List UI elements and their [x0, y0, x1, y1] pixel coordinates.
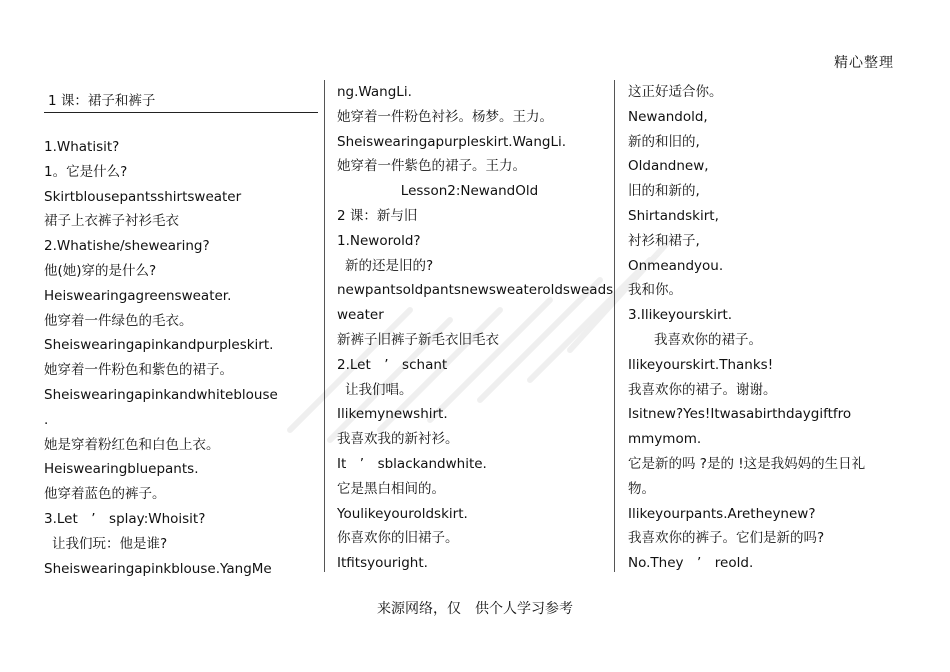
text-line: Onmeandyou. — [628, 257, 724, 274]
text-line: Itfitsyouright. — [337, 555, 428, 572]
text-line: Skirtblousepantsshirtsweater — [44, 188, 242, 205]
text-line: . — [44, 411, 49, 428]
lesson-2-heading: Lesson2:NewandOld — [400, 183, 539, 200]
text-line: 衬衫和裙子, — [628, 232, 700, 249]
text-line: 你喜欢你的旧裙子。 — [337, 530, 459, 547]
text-line: mmymom. — [628, 431, 702, 448]
text-line: Isitnew?Yes!Itwasabirthdaygiftfro — [628, 406, 852, 423]
text-line: Ilikeyourpants.Aretheynew? — [628, 505, 816, 522]
text-line: 我喜欢你的裙子。 — [654, 331, 762, 348]
text-line: 我喜欢你的裤子。它们是新的吗? — [628, 530, 825, 547]
text-line: 让我们玩：他是谁? — [52, 535, 168, 552]
text-line: 2.Whatishe/shewearing? — [44, 238, 210, 255]
text-line: 裙子上衣裤子衬衫毛衣 — [44, 213, 179, 230]
text-line: Shirtandskirt, — [628, 207, 719, 224]
text-line: Sheiswearingapinkandpurpleskirt. — [44, 337, 274, 354]
column-1 — [44, 90, 314, 581]
lesson-1-title: 1 课：裙子和裤子 — [44, 90, 318, 113]
column-divider — [324, 80, 325, 572]
text-line: 1.Neworold? — [337, 232, 421, 249]
text-line: 1。它是什么? — [44, 163, 128, 180]
text-line: 我和你。 — [628, 282, 682, 299]
text-line: 她穿着一件粉色和紫色的裙子。 — [44, 362, 233, 379]
text-line: Newandold, — [628, 108, 708, 125]
text-line: 3.Let ’ splay:Whoisit? — [44, 510, 206, 527]
text-line: ng.WangLi. — [337, 84, 412, 100]
text-line: 新的还是旧的? — [345, 257, 434, 274]
text-line: Sheiswearingapurpleskirt.WangLi. — [337, 133, 567, 150]
text-line: Sheiswearingapinkandwhiteblouse — [44, 386, 278, 403]
text-line: 这正好适合你。 — [628, 84, 723, 100]
text-line: Ilikeyourskirt.Thanks! — [628, 356, 774, 373]
text-line: 她穿着一件紫色的裙子。王力。 — [337, 158, 526, 175]
text-line: 她穿着一件粉色衬衫。杨梦。王力。 — [337, 108, 553, 125]
text-line: newpantsoldpantsnewsweateroldsweads — [337, 282, 614, 299]
text-line: 它是黑白相间的。 — [337, 480, 445, 497]
text-line: Oldandnew, — [628, 158, 709, 175]
text-line: Heiswearingagreensweater. — [44, 287, 232, 304]
text-line: 让我们唱。 — [345, 381, 413, 398]
text-line: Youlikeyouroldskirt. — [337, 505, 468, 522]
text-line: It ’ sblackandwhite. — [337, 455, 487, 472]
text-line: 我喜欢我的新衬衫。 — [337, 431, 459, 448]
text-line: 2.Let ’ schant — [337, 356, 448, 373]
text-line: 我喜欢你的裙子。谢谢。 — [628, 381, 777, 398]
text-line: 物。 — [628, 480, 655, 497]
footer-note: 来源网络，仅 供个人学习参考 — [377, 601, 573, 617]
column-2 — [337, 80, 614, 576]
text-line: Heiswearingbluepants. — [44, 461, 199, 478]
text-line: 它是新的吗 ?是的 !这是我妈妈的生日礼 — [628, 455, 866, 472]
text-line: 3.Ilikeyourskirt. — [628, 307, 733, 324]
text-line: No.They ’ reold. — [628, 555, 754, 572]
header-right-label: 精心整理 — [834, 55, 894, 71]
text-line: 旧的和新的, — [628, 183, 700, 200]
text-line: 他(她)穿的是什么? — [44, 262, 157, 279]
column-divider — [614, 80, 615, 572]
text-line: 1.Whatisit? — [44, 139, 120, 155]
text-line: Ilikemynewshirt. — [337, 406, 448, 423]
text-line: 他穿着一件绿色的毛衣。 — [44, 312, 193, 329]
column-3 — [628, 80, 898, 576]
lesson-2-title: 2 课：新与旧 — [337, 207, 418, 224]
text-line: 她是穿着粉红色和白色上衣。 — [44, 436, 220, 453]
text-line: 新的和旧的, — [628, 133, 700, 150]
text-line: 新裤子旧裤子新毛衣旧毛衣 — [337, 331, 499, 348]
text-line: Sheiswearingapinkblouse.YangMe — [44, 560, 272, 577]
text-line: weater — [337, 307, 384, 324]
text-line: 他穿着蓝色的裤子。 — [44, 486, 166, 503]
